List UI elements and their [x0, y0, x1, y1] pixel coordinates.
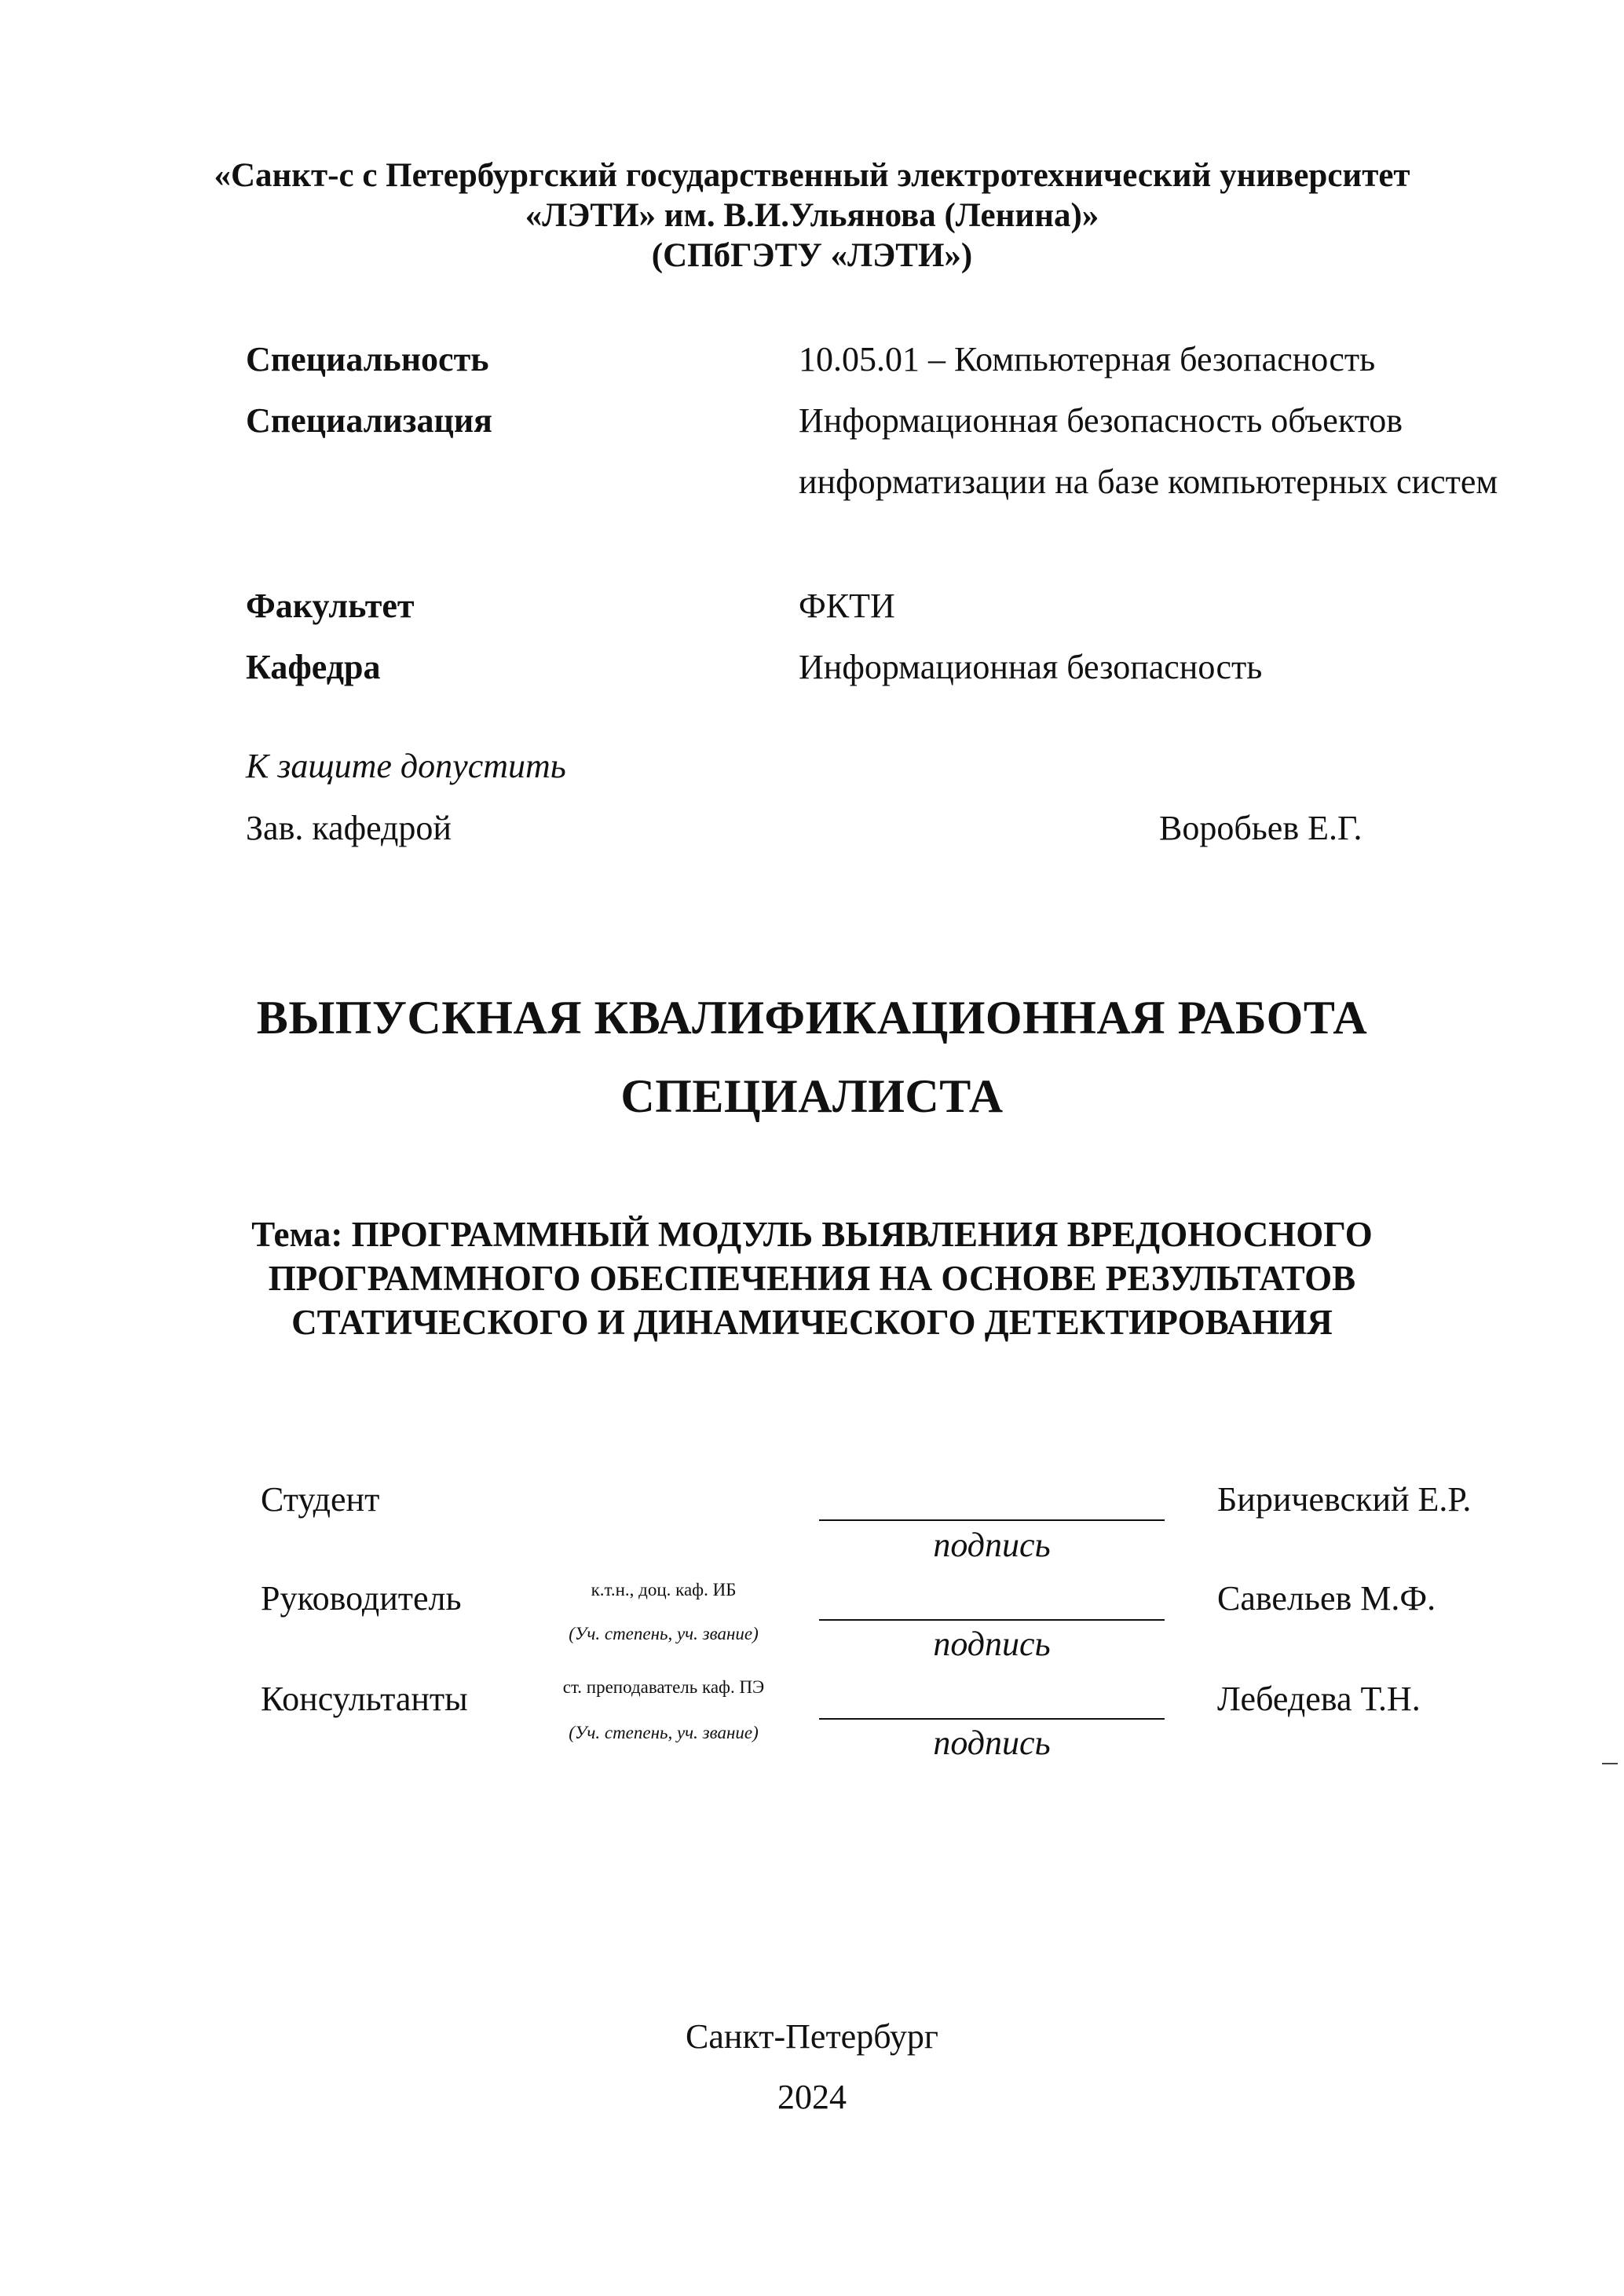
- student-signature-caption: подпись: [933, 1526, 1051, 1564]
- consultant-rank-note: (Уч. степень, уч. звание): [569, 1723, 759, 1742]
- specialty-value: 10.05.01 – Компьютерная безопасность: [799, 340, 1376, 378]
- topic-line3: СТАТИЧЕСКОГО И ДИНАМИЧЕСКОГО ДЕТЕКТИРОВАНИЯ: [291, 1303, 1333, 1342]
- university-name-line1: «Санкт-с с Петербургский государственный электротехнический университет: [214, 157, 1410, 194]
- faculty-label: Факультет: [246, 587, 415, 625]
- document-title-line1: ВЫПУСКНАЯ КВАЛИФИКАЦИОННАЯ РАБОТА: [256, 992, 1368, 1044]
- topic-line1: Тема: ПРОГРАММНЫЙ МОДУЛЬ ВЫЯВЛЕНИЯ ВРЕДОНОСНОГО: [251, 1215, 1373, 1254]
- document-title-line2: СПЕЦИАЛИСТА: [620, 1070, 1004, 1122]
- specialty-label: Специальность: [246, 340, 489, 378]
- consultant-signature-caption: подпись: [933, 1724, 1051, 1762]
- margin-dash: [1602, 1763, 1618, 1764]
- student-signature-line: [819, 1519, 1165, 1521]
- department-value: Информационная безопасность: [799, 648, 1263, 686]
- university-name-line2: «ЛЭТИ» им. В.И.Ульянова (Ленина)»: [525, 197, 1099, 234]
- specialization-value: Информационная безопасность объектов информатизации на базе компьютерных систем: [799, 401, 1498, 501]
- student-name: Биричевский Е.Р.: [1217, 1480, 1472, 1519]
- admit-to-defense: К защите допустить: [246, 747, 566, 785]
- supervisor-signature-caption: подпись: [933, 1625, 1051, 1663]
- supervisor-rank: к.т.н., доц. каф. ИБ: [591, 1580, 737, 1600]
- consultants-role: Консультанты: [261, 1680, 468, 1718]
- university-abbreviation: (СПбГЭТУ «ЛЭТИ»): [651, 237, 973, 274]
- department-label: Кафедра: [246, 648, 381, 686]
- head-of-department-label: Зав. кафедрой: [246, 809, 452, 847]
- supervisor-name: Савельев М.Ф.: [1217, 1579, 1436, 1618]
- consultant-name: Лебедева Т.Н.: [1217, 1680, 1421, 1718]
- supervisor-role: Руководитель: [261, 1579, 462, 1618]
- head-of-department-name: Воробьев Е.Г.: [1159, 809, 1362, 847]
- footer-year: 2024: [777, 2078, 847, 2116]
- topic-line2: ПРОГРАММНОГО ОБЕСПЕЧЕНИЯ НА ОСНОВЕ РЕЗУЛЬТАТОВ: [268, 1259, 1356, 1298]
- specialization-label: Специализация: [246, 401, 492, 440]
- supervisor-signature-line: [819, 1619, 1165, 1621]
- consultant-signature-line: [819, 1718, 1165, 1720]
- faculty-value: ФКТИ: [799, 587, 895, 625]
- footer-city: Санкт-Петербург: [686, 2017, 938, 2056]
- student-role: Студент: [261, 1480, 380, 1519]
- consultant-rank: ст. преподаватель каф. ПЭ: [562, 1677, 765, 1697]
- supervisor-rank-note: (Уч. степень, уч. звание): [569, 1624, 759, 1643]
